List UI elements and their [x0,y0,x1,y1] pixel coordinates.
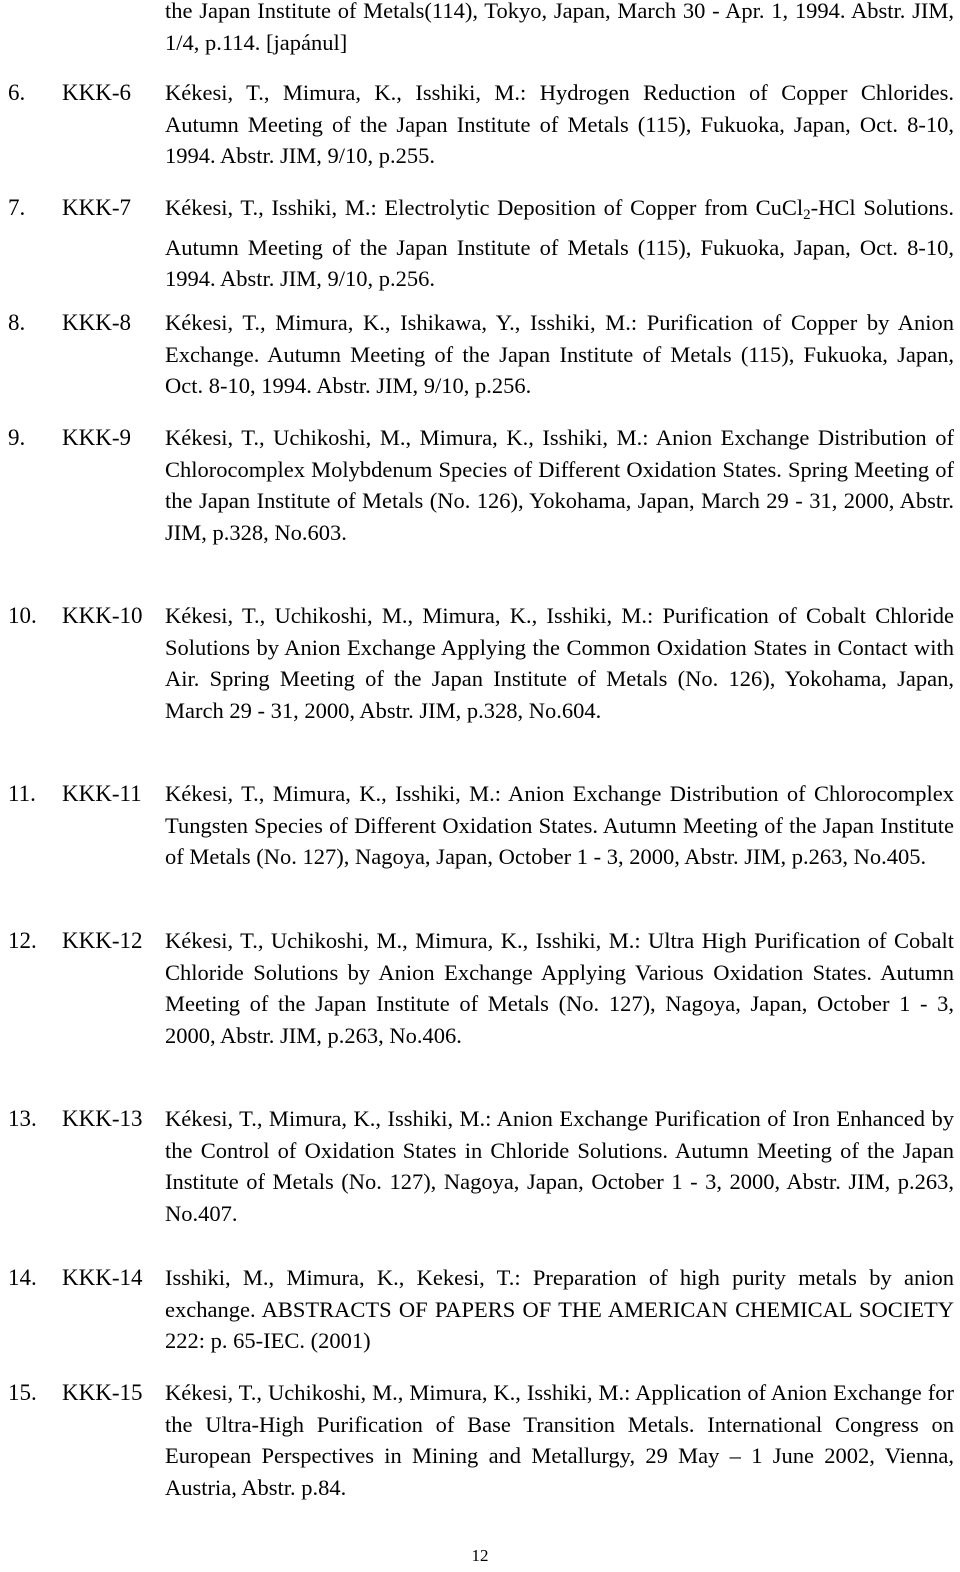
item-code: KKK-8 [62,310,131,335]
item-code: KKK-7 [62,195,131,220]
item-number: 10. [8,603,37,628]
item-citation: Kékesi, T., Uchikoshi, M., Mimura, K., Isshiki, M.: Application of Anion Exchange for the Ultra-High Purification of Base Transition Metals. International Congress on European Perspectives in Mining and Metallurgy, 29 May – 1 June 2002, Vienna, Austria, Abstr. p.84. [165,1380,954,1500]
item-number: 9. [8,425,26,450]
item-code: KKK-11 [62,781,142,806]
item-number: 12. [8,928,37,953]
item-number: 8. [8,310,26,335]
item-number: 7. [8,195,26,220]
item-citation: Kékesi, T., Uchikoshi, M., Mimura, K., Isshiki, M.: Ultra High Purification of Cobalt Chloride Solutions by Anion Exchange Applying Various Oxidation States. Autumn Meeting of the Japan Institute of Metals (No. 127), Nagoya, Japan, October 1 - 3, 2000, Abstr. JIM, p.263, No.406. [165,928,954,1048]
item-citation: Kékesi, T., Mimura, K., Isshiki, M.: Hydrogen Reduction of Copper Chlorides. Autumn Meeting of the Japan Institute of Metals (115), Fukuoka, Japan, Oct. 8-10, 1994. Abstr. JIM, 9/10, p.255. [165,80,954,169]
item-number: 11. [8,781,36,806]
citation-text-part: -HCl Solutions. Autumn Meeting of the Japan Institute of Metals (115), Fukuoka, Japan, Oct. 8-10, 1994. Abstr. JIM, 9/10, p.256. [165,195,954,292]
item-code: KKK-9 [62,425,131,450]
item-citation [165,192,954,295]
item-code: KKK-6 [62,80,131,105]
item-citation: Kékesi, T., Mimura, K., Ishikawa, Y., Isshiki, M.: Purification of Copper by Anion Exchange. Autumn Meeting of the Japan Institute of Metals (115), Fukuoka, Japan, Oct. 8-10, 1994. Abstr. JIM, 9/10, p.256. [165,310,954,399]
item-code: KKK-10 [62,603,143,628]
continued-entry-text: the Japan Institute of Metals(114), Tokyo, Japan, March 30 - Apr. 1, 1994. Abstr. JIM, 1/4, p.114. [japánul] [165,0,954,55]
item-number: 6. [8,80,26,105]
page-number: 12 [471,1546,489,1565]
item-citation: Kékesi, T., Uchikoshi, M., Mimura, K., Isshiki, M.: Anion Exchange Distribution of Chlorocomplex Molybdenum Species of Different Oxidation States. Spring Meeting of the Japan Institute of Metals (No. 126), Yokohama, Japan, March 29 - 31, 2000, Abstr. JIM, p.328, No.603. [165,425,954,545]
citation-text-part: Kékesi, T., Isshiki, M.: Electrolytic Deposition of Copper from CuCl [165,195,804,220]
item-number: 13. [8,1106,37,1131]
item-code: KKK-15 [62,1380,143,1405]
item-citation: Kékesi, T., Mimura, K., Isshiki, M.: Anion Exchange Distribution of Chlorocomplex Tungsten Species of Different Oxidation States. Autumn Meeting of the Japan Institute of Metals (No. 127), Nagoya, Japan, October 1 - 3, 2000, Abstr. JIM, p.263, No.405. [165,781,954,870]
subscript: 2 [803,207,811,223]
item-citation: Kékesi, T., Mimura, K., Isshiki, M.: Anion Exchange Purification of Iron Enhanced by the Control of Oxidation States in Chloride Solutions. Autumn Meeting of the Japan Institute of Metals (No. 127), Nagoya, Japan, October 1 - 3, 2000, Abstr. JIM, p.263, No.407. [165,1106,954,1226]
item-number: 14. [8,1265,37,1290]
item-code: KKK-12 [62,928,143,953]
item-number: 15. [8,1380,37,1405]
item-code: KKK-13 [62,1106,143,1131]
item-citation: Kékesi, T., Uchikoshi, M., Mimura, K., Isshiki, M.: Purification of Cobalt Chloride Solutions by Anion Exchange Applying the Common Oxidation States in Contact with Air. Spring Meeting of the Japan Institute of Metals (No. 126), Yokohama, Japan, March 29 - 31, 2000, Abstr. JIM, p.328, No.604. [165,603,954,723]
item-code: KKK-14 [62,1265,143,1290]
item-citation: Isshiki, M., Mimura, K., Kekesi, T.: Preparation of high purity metals by anion exchange. ABSTRACTS OF PAPERS OF THE AMERICAN CHEMICAL SOCIETY 222: p. 65-IEC. (2001) [165,1265,954,1354]
